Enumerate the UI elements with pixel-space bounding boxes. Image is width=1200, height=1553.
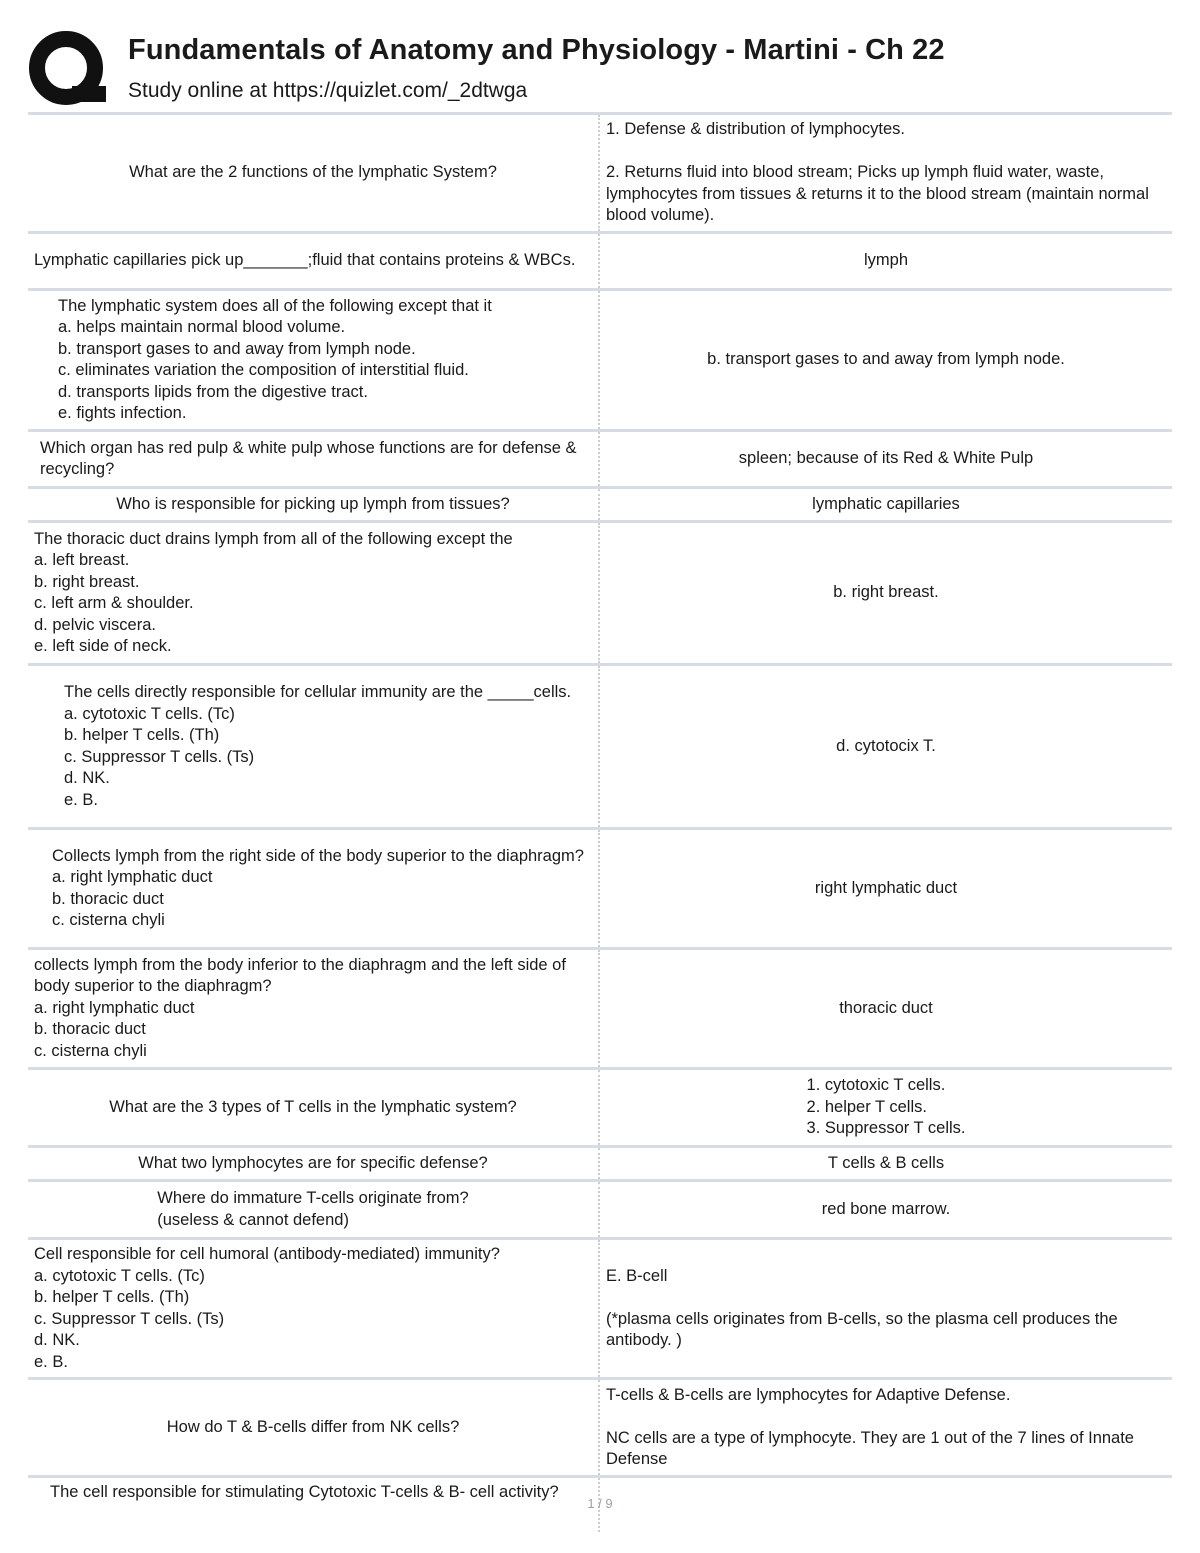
term-cell: Where do immature T-cells originate from? (useless & cannot defend) [28,1182,600,1237]
flashcard-table [28,112,1172,1532]
term-cell: The lymphatic system does all of the following except that it a. helps maintain normal blood volume. b. transport gases to and away from lymph node. c. eliminates variation the composition of interstitial fluid. d. transports lipids from the digestive tract. e. fights infection. [28,291,600,429]
definition-cell: lymph [863,251,908,270]
table-row [28,947,1172,1067]
term-cell: What are the 2 functions of the lymphatic System? [28,115,600,231]
definition-cell: red bone marrow. [821,1199,951,1218]
term-cell: Who is responsible for picking up lymph from tissues? [28,489,600,520]
term-cell: Collects lymph from the right side of the body superior to the diaphragm? a. right lymphatic duct b. thoracic duct c. cisterna chyli [28,830,600,947]
definition-cell: 1. Defense & distribution of lymphocytes. 2. Returns fluid into blood stream; Picks up lymph fluid water, waste, lymphocytes from tissues & returns it to the blood stream (maintain normal blood volume). [606,120,1149,224]
definition-cell: T-cells & B-cells are lymphocytes for Adaptive Defense. NC cells are a type of lymphocyte. They are 1 out of the 7 lines of Innate Defense [606,1385,1134,1468]
term-cell: The thoracic duct drains lymph from all of the following except the a. left breast. b. right breast. c. left arm & shoulder. d. pelvic viscera. e. left side of neck. [28,523,600,663]
table-row [28,112,1172,231]
term-cell: Which organ has red pulp & white pulp whose functions are for defense & recycling? [28,432,600,486]
term-cell: The cell responsible for stimulating Cytotoxic T-cells & B- cell activity? [28,1478,600,1532]
page-header [28,28,1178,112]
table-row [28,827,1172,947]
term-cell: What are the 3 types of T cells in the lymphatic system? [28,1070,600,1145]
table-row [28,429,1172,486]
table-row [28,1067,1172,1145]
definition-cell: b. right breast. [833,583,939,602]
term-cell: How do T & B-cells differ from NK cells? [28,1380,600,1475]
term-cell: Cell responsible for cell humoral (antibody-mediated) immunity? a. cytotoxic T cells. (Tc) b. helper T cells. (Th) c. Suppressor T cells. (Ts) d. NK. e. B. [28,1240,600,1377]
page-number: 1 / 9 [587,1496,613,1511]
table-row [28,520,1172,663]
table-row [28,288,1172,429]
table-row [28,1179,1172,1237]
table-row [28,231,1172,288]
term-cell: The cells directly responsible for cellular immunity are the _____cells. a. cytotoxic T cells. (Tc) b. helper T cells. (Th) c. Suppressor T cells. (Ts) d. NK. e. B. [28,666,600,827]
table-row [28,663,1172,827]
definition-cell: E. B-cell (*plasma cells originates from B-cells, so the plasma cell produces the antibody. ) [606,1266,1118,1349]
quizlet-logo-icon [28,30,108,110]
table-row [28,1145,1172,1179]
definition-cell: 1. cytotoxic T cells. 2. helper T cells. 3. Suppressor T cells. [806,1076,966,1138]
definition-cell: thoracic duct [839,998,933,1017]
table-row [28,1237,1172,1377]
term-cell: collects lymph from the body inferior to the diaphragm and the left side of body superior to the diaphragm? a. right lymphatic duct b. thoracic duct c. cisterna chyli [28,950,600,1067]
definition-cell: lymphatic capillaries [812,494,960,513]
page-title: Fundamentals of Anatomy and Physiology - Martini - Ch 22 [128,34,945,66]
definition-cell: right lymphatic duct [814,878,958,897]
term-cell: Lymphatic capillaries pick up_______;fluid that contains proteins & WBCs. [28,234,600,288]
study-link[interactable]: Study online at https://quizlet.com/_2dtwga [128,79,528,102]
definition-cell: d. cytotocix T. [836,736,936,755]
table-row [28,1377,1172,1475]
term-cell: What two lymphocytes are for specific defense? [28,1148,600,1179]
definition-cell: T cells & B cells [827,1153,945,1172]
definition-cell: spleen; because of its Red & White Pulp [738,449,1034,468]
definition-cell: b. transport gases to and away from lymph node. [707,350,1065,369]
table-row [28,486,1172,520]
